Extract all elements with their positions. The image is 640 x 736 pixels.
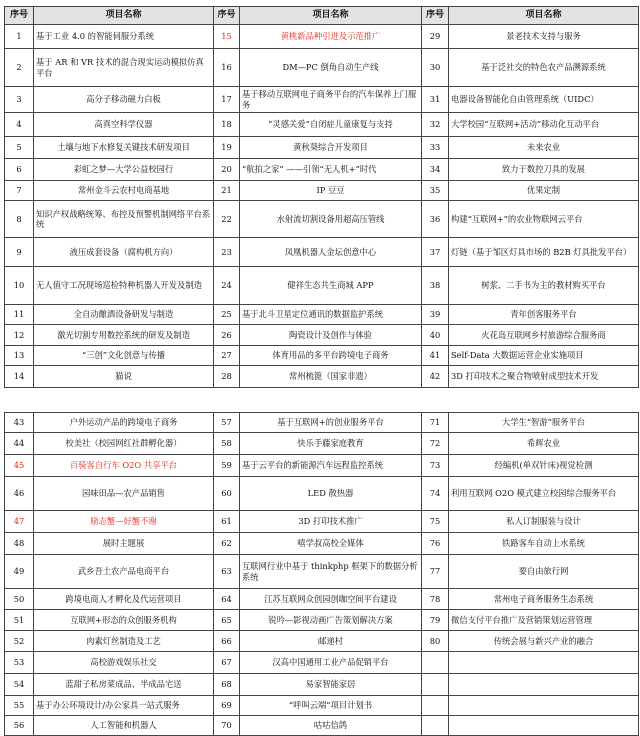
row-number: 70 (214, 716, 240, 736)
project-name: 凤凰机器人金坛创意中心 (240, 238, 422, 267)
project-name: 大学校园“互联网+活动”移动化互动平台 (449, 113, 639, 137)
project-name: 汉高中国通用工业产品促销平台 (240, 652, 422, 674)
project-name (449, 716, 639, 736)
project-name: 灯链（基于邹区灯具市场的 B2B 灯具批发平台） (449, 238, 639, 267)
row-number: 57 (214, 413, 240, 433)
project-name: 基于互联网+的创业服务平台 (240, 413, 422, 433)
row-number: 23 (214, 238, 240, 267)
row-number: 16 (214, 49, 240, 87)
row-number: 7 (5, 181, 34, 201)
col-header-no: 序号 (422, 7, 449, 25)
project-name: 黄桃新品种引进及示范推广 (240, 25, 422, 49)
row-number: 78 (422, 589, 449, 610)
project-name: 互联网行业中基于 thinkphp 框架下的数据分析系统 (240, 555, 422, 589)
row-number: 58 (214, 433, 240, 455)
row-number: 59 (214, 455, 240, 477)
row-number: 77 (422, 555, 449, 589)
table-row (5, 366, 639, 388)
table-row (5, 325, 639, 346)
row-number: 11 (5, 305, 34, 325)
row-number: 47 (5, 511, 34, 533)
table-row (5, 533, 639, 555)
project-name: IP 豆豆 (240, 181, 422, 201)
project-name: 基于工业 4.0 的智能伺服分系统 (34, 25, 214, 49)
table-row (5, 652, 639, 674)
table-header-row (5, 7, 639, 25)
row-number: 12 (5, 325, 34, 346)
project-name: 蓝甜子私房菜成品、半成品宅送 (34, 674, 214, 696)
project-name (449, 674, 639, 696)
project-name: 优果定制 (449, 181, 639, 201)
row-number: 40 (422, 325, 449, 346)
project-name: 激光切割专用数控系统的研发及制造 (34, 325, 214, 346)
table-row (5, 181, 639, 201)
project-name: 黄秋葵综合开发项目 (240, 137, 422, 159)
table-row (5, 610, 639, 631)
table-row (5, 49, 639, 87)
row-number: 49 (5, 555, 34, 589)
project-name: 校美社（校园网红社群孵化器） (34, 433, 214, 455)
project-name: 传统会展与新兴产业的融合 (449, 631, 639, 652)
row-number: 21 (214, 181, 240, 201)
row-number: 29 (422, 25, 449, 49)
row-number: 38 (422, 267, 449, 305)
row-number: 36 (422, 201, 449, 238)
project-name: 基于北斗卫星定位通讯的数据监护系统 (240, 305, 422, 325)
row-number: 39 (422, 305, 449, 325)
row-number: 24 (214, 267, 240, 305)
row-number: 54 (5, 674, 34, 696)
row-number: 55 (5, 696, 34, 716)
project-name: 土壤与地下水修复关键技术研发项目 (34, 137, 214, 159)
row-number: 53 (5, 652, 34, 674)
col-header-no: 序号 (5, 7, 34, 25)
project-name: 3D 打印技术推广 (240, 511, 422, 533)
row-number: 41 (422, 346, 449, 366)
project-name: 展时主题展 (34, 533, 214, 555)
project-name: 猫说 (34, 366, 214, 388)
row-number: 48 (5, 533, 34, 555)
row-number: 46 (5, 477, 34, 511)
project-name: 彩虹之梦—大学公益校园行 (34, 159, 214, 181)
project-name: 江苏互联网众创园创咖空间平台建设 (240, 589, 422, 610)
project-name: 私人订制服装与设计 (449, 511, 639, 533)
row-number: 51 (5, 610, 34, 631)
project-name: 基于泛社交的特色农产品溯源系统 (449, 49, 639, 87)
project-name: 健祥生态共生商城 APP (240, 267, 422, 305)
table-row (5, 696, 639, 716)
project-name: 致力于数控刀具的发展 (449, 159, 639, 181)
table-row (5, 25, 639, 49)
table-row (5, 589, 639, 610)
table-row (5, 413, 639, 433)
table-row (5, 511, 639, 533)
row-number: 2 (5, 49, 34, 87)
table-row (5, 631, 639, 652)
project-name: 基于办公环境设计/办公家具一站式服务 (34, 696, 214, 716)
row-number: 60 (214, 477, 240, 511)
project-name: 电器设备智能化自由管理系统（UIDC） (449, 87, 639, 113)
col-header-name: 项目名称 (34, 7, 214, 25)
project-name: 快乐手藤家庭教育 (240, 433, 422, 455)
project-name: 咕咕信鸽 (240, 716, 422, 736)
project-name: 基于移动互联网电子商务平台的汽车保养上门服务 (240, 87, 422, 113)
row-number: 76 (422, 533, 449, 555)
row-number: 5 (5, 137, 34, 159)
project-name: 常州金斗云农村电商基地 (34, 181, 214, 201)
row-number: 28 (214, 366, 240, 388)
project-name: “航拍之家” ——引领“无人机+”时代 (240, 159, 422, 181)
row-number: 45 (5, 455, 34, 477)
row-number: 62 (214, 533, 240, 555)
project-name: 大学生“智游”服务平台 (449, 413, 639, 433)
row-number: 27 (214, 346, 240, 366)
row-number: 74 (422, 477, 449, 511)
row-number: 64 (214, 589, 240, 610)
row-number: 37 (422, 238, 449, 267)
project-name: 高分子移动磁力白板 (34, 87, 214, 113)
project-name: 希辉农业 (449, 433, 639, 455)
project-name: 未来农业 (449, 137, 639, 159)
table-row (5, 674, 639, 696)
table-row (5, 555, 639, 589)
row-number: 4 (5, 113, 34, 137)
project-name: 水射流切割设备用超高压管线 (240, 201, 422, 238)
project-name: 园味田品—农产品销售 (34, 477, 214, 511)
project-name: 嘻学叔高校全媒体 (240, 533, 422, 555)
project-name: 人工智能和机器人 (34, 716, 214, 736)
row-number: 33 (422, 137, 449, 159)
project-name (449, 652, 639, 674)
project-name: “呼叫云端”项目计划书 (240, 696, 422, 716)
row-number: 19 (214, 137, 240, 159)
project-name: 体育用品的多平台跨境电子商务 (240, 346, 422, 366)
projects-table-1 (4, 6, 639, 388)
project-name: LED 散热器 (240, 477, 422, 511)
row-number: 6 (5, 159, 34, 181)
project-name: 经编机(单双针床)视觉检测 (449, 455, 639, 477)
project-name: 高校游戏娱乐社交 (34, 652, 214, 674)
row-number: 18 (214, 113, 240, 137)
table-row (5, 201, 639, 238)
col-header-name: 项目名称 (240, 7, 422, 25)
project-name: 常州梳篦（国家非遗） (240, 366, 422, 388)
row-number: 42 (422, 366, 449, 388)
table-row (5, 159, 639, 181)
project-name: 肉素灯丝制造及工艺 (34, 631, 214, 652)
row-number: 43 (5, 413, 34, 433)
project-name: 武乡吾土农产品电商平台 (34, 555, 214, 589)
row-number: 52 (5, 631, 34, 652)
project-name: 邮递村 (240, 631, 422, 652)
row-number: 25 (214, 305, 240, 325)
row-number: 30 (422, 49, 449, 87)
row-number: 61 (214, 511, 240, 533)
project-name: 景老技术支持与服务 (449, 25, 639, 49)
row-number: 20 (214, 159, 240, 181)
row-number: 15 (214, 25, 240, 49)
table-row (5, 477, 639, 511)
row-number: 68 (214, 674, 240, 696)
row-number: 44 (5, 433, 34, 455)
table-row (5, 716, 639, 736)
table-row (5, 346, 639, 366)
table-row (5, 267, 639, 305)
project-name: 百骑客自行车 O2O 共享平台 (34, 455, 214, 477)
row-number: 3 (5, 87, 34, 113)
project-name: 铁路客车自动上水系统 (449, 533, 639, 555)
row-number: 72 (422, 433, 449, 455)
table-row (5, 433, 639, 455)
row-number: 63 (214, 555, 240, 589)
table-row (5, 87, 639, 113)
row-number: 69 (214, 696, 240, 716)
project-name (449, 696, 639, 716)
project-name: 液压成套设备（腐构机方向） (34, 238, 214, 267)
row-number: 65 (214, 610, 240, 631)
project-name: 树浆、二手书为主的教材购买平台 (449, 267, 639, 305)
row-number: 34 (422, 159, 449, 181)
row-number (422, 696, 449, 716)
project-name: 3D 打印技术之聚合物喷射成型技术开发 (449, 366, 639, 388)
table-row (5, 455, 639, 477)
project-name: 构建“互联网+”的农业物联网云平台 (449, 201, 639, 238)
projects-table-2 (4, 412, 639, 736)
project-name: 基于云平台的新能源汽车远程监控系统 (240, 455, 422, 477)
project-name: Self-Data 大数据运营企业实施项目 (449, 346, 639, 366)
project-name: 知识产权战略统筹、布控及预警机制网络平台系统 (34, 201, 214, 238)
row-number: 8 (5, 201, 34, 238)
row-number: 9 (5, 238, 34, 267)
row-number: 71 (422, 413, 449, 433)
col-header-no: 序号 (214, 7, 240, 25)
row-number: 14 (5, 366, 34, 388)
row-number: 26 (214, 325, 240, 346)
row-number: 35 (422, 181, 449, 201)
row-number: 31 (422, 87, 449, 113)
project-name: 火花岛互联网乡村旅游综合服务商 (449, 325, 639, 346)
row-number: 79 (422, 610, 449, 631)
project-name: 锐吟—影视动画广告策划解决方案 (240, 610, 422, 631)
project-name: 陶瓷设计及创作与体验 (240, 325, 422, 346)
project-name: DM—PC 倒角自动生产线 (240, 49, 422, 87)
project-name: 利用互联网 O2O 模式建立校园综合服务平台 (449, 477, 639, 511)
project-name: 基于 AR 和 VR 技术的混合现实运动模拟仿真平台 (34, 49, 214, 87)
row-number: 32 (422, 113, 449, 137)
row-number: 66 (214, 631, 240, 652)
row-number (422, 716, 449, 736)
row-number: 17 (214, 87, 240, 113)
row-number: 73 (422, 455, 449, 477)
project-name: 跨境电商人才孵化及代运营项目 (34, 589, 214, 610)
project-name: 要自由旅行网 (449, 555, 639, 589)
row-number: 80 (422, 631, 449, 652)
row-number: 56 (5, 716, 34, 736)
row-number: 10 (5, 267, 34, 305)
project-name: 高真空科学仪器 (34, 113, 214, 137)
row-number: 1 (5, 25, 34, 49)
row-number: 22 (214, 201, 240, 238)
project-name: 易家智能家居 (240, 674, 422, 696)
table-row (5, 305, 639, 325)
project-name: 励志蟹—好蟹不谢 (34, 511, 214, 533)
project-name: 常州电子商务服务生态系统 (449, 589, 639, 610)
col-header-name: 项目名称 (449, 7, 639, 25)
project-name: 互联网+形态的众创服务机构 (34, 610, 214, 631)
row-number (422, 652, 449, 674)
project-name: 青年创客服务平台 (449, 305, 639, 325)
project-name: “灵感关爱”自闭症儿童康复与支持 (240, 113, 422, 137)
row-number: 67 (214, 652, 240, 674)
project-name: 户外运动产品的跨境电子商务 (34, 413, 214, 433)
project-name: 全自动酿酒设备研发与制造 (34, 305, 214, 325)
table-row (5, 238, 639, 267)
table-row (5, 137, 639, 159)
row-number: 13 (5, 346, 34, 366)
project-name: 微信支付平台推广及营销策划运营管理 (449, 610, 639, 631)
row-number: 75 (422, 511, 449, 533)
row-number: 50 (5, 589, 34, 610)
project-name: 无人值守工况现场巡检特种机器人开发及制造 (34, 267, 214, 305)
table-row (5, 113, 639, 137)
row-number (422, 674, 449, 696)
project-name: “三创”文化创意与传播 (34, 346, 214, 366)
